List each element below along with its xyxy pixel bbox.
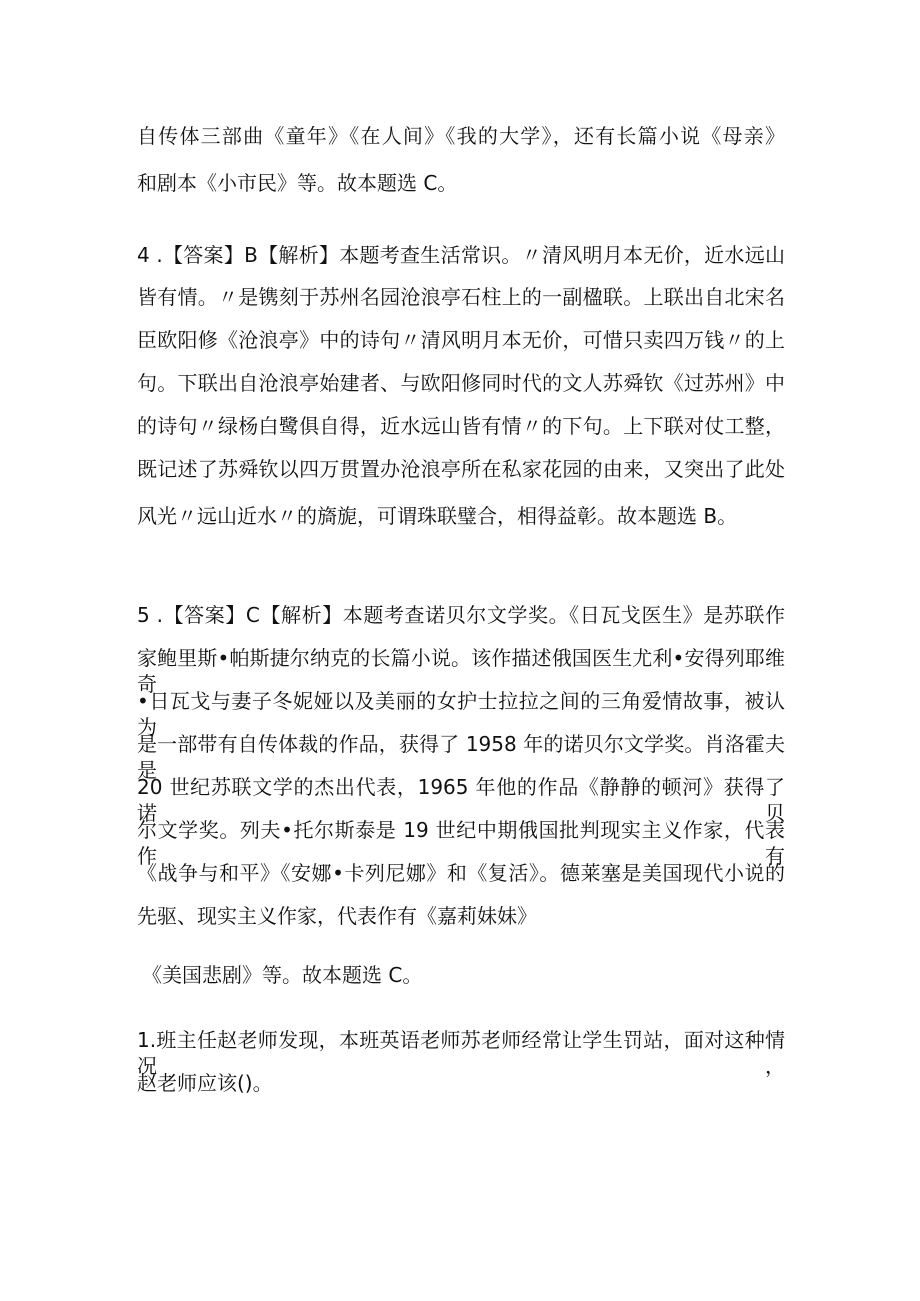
text-line: 4 .【答案】B【解析】本题考查生活常识。〃清风明月本无价，近水远山	[137, 243, 785, 267]
text-line: 《战争与和平》《安娜•卡列尼娜》和《复活》。德莱塞是美国现代小说的	[137, 861, 785, 885]
text-line: 句。下联出自沧浪亭始建者、与欧阳修同时代的文人苏舜钦《过苏州》中	[137, 371, 785, 395]
text-line: 20 世纪苏联文学的杰出代表，1965 年他的作品《静静的顿河》获得了诺贝	[137, 775, 785, 825]
text-line: 皆有情。〃是镌刻于苏州名园沧浪亭石柱上的一副楹联。上联出自北宋名	[137, 285, 785, 309]
text-line: 先驱、现实主义作家，代表作有《嘉莉妹妹》	[137, 904, 537, 928]
text-line: 风光〃远山近水〃的旖旎，可谓珠联璧合，相得益彰。故本题选 B。	[137, 504, 738, 528]
text-line: •日瓦戈与妻子冬妮娅以及美丽的女护士拉拉之间的三角爱情故事，被认为	[137, 689, 785, 739]
text-line: 是一部带有自传体裁的作品，获得了 1958 年的诺贝尔文学奖。肖洛霍夫是	[137, 732, 785, 782]
text-line: 家鲍里斯•帕斯捷尔纳克的长篇小说。该作描述俄国医生尤利•安得列耶维奇	[137, 646, 785, 696]
text-line: 的诗句〃绿杨白鹭俱自得，近水远山皆有情〃的下句。上下联对仗工整，	[137, 414, 785, 438]
text-line: 臣欧阳修《沧浪亭》中的诗句〃清风明月本无价，可惜只卖四万钱〃的上	[137, 328, 785, 352]
text-line: 自传体三部曲《童年》《在人间》《我的大学》，还有长篇小说《母亲》	[137, 124, 785, 148]
text-line: 和剧本《小市民》等。故本题选 C。	[137, 171, 458, 195]
question-line: 赵老师应该()。	[137, 1071, 273, 1095]
text-line: 尔文学奖。列夫•托尔斯泰是 19 世纪中期俄国批判现实主义作家，代表作有	[137, 818, 785, 868]
text-line: 既记述了苏舜钦以四万贯置办沧浪亭所在私家花园的由来，又突出了此处	[137, 457, 785, 481]
question-line: 1.班主任赵老师发现，本班英语老师苏老师经常让学生罚站，面对这种情况，	[137, 1028, 785, 1078]
text-line: 5 .【答案】C【解析】本题考查诺贝尔文学奖。《日瓦戈医生》是苏联作	[137, 603, 785, 627]
text-line: 《美国悲剧》等。故本题选 C。	[142, 963, 423, 987]
